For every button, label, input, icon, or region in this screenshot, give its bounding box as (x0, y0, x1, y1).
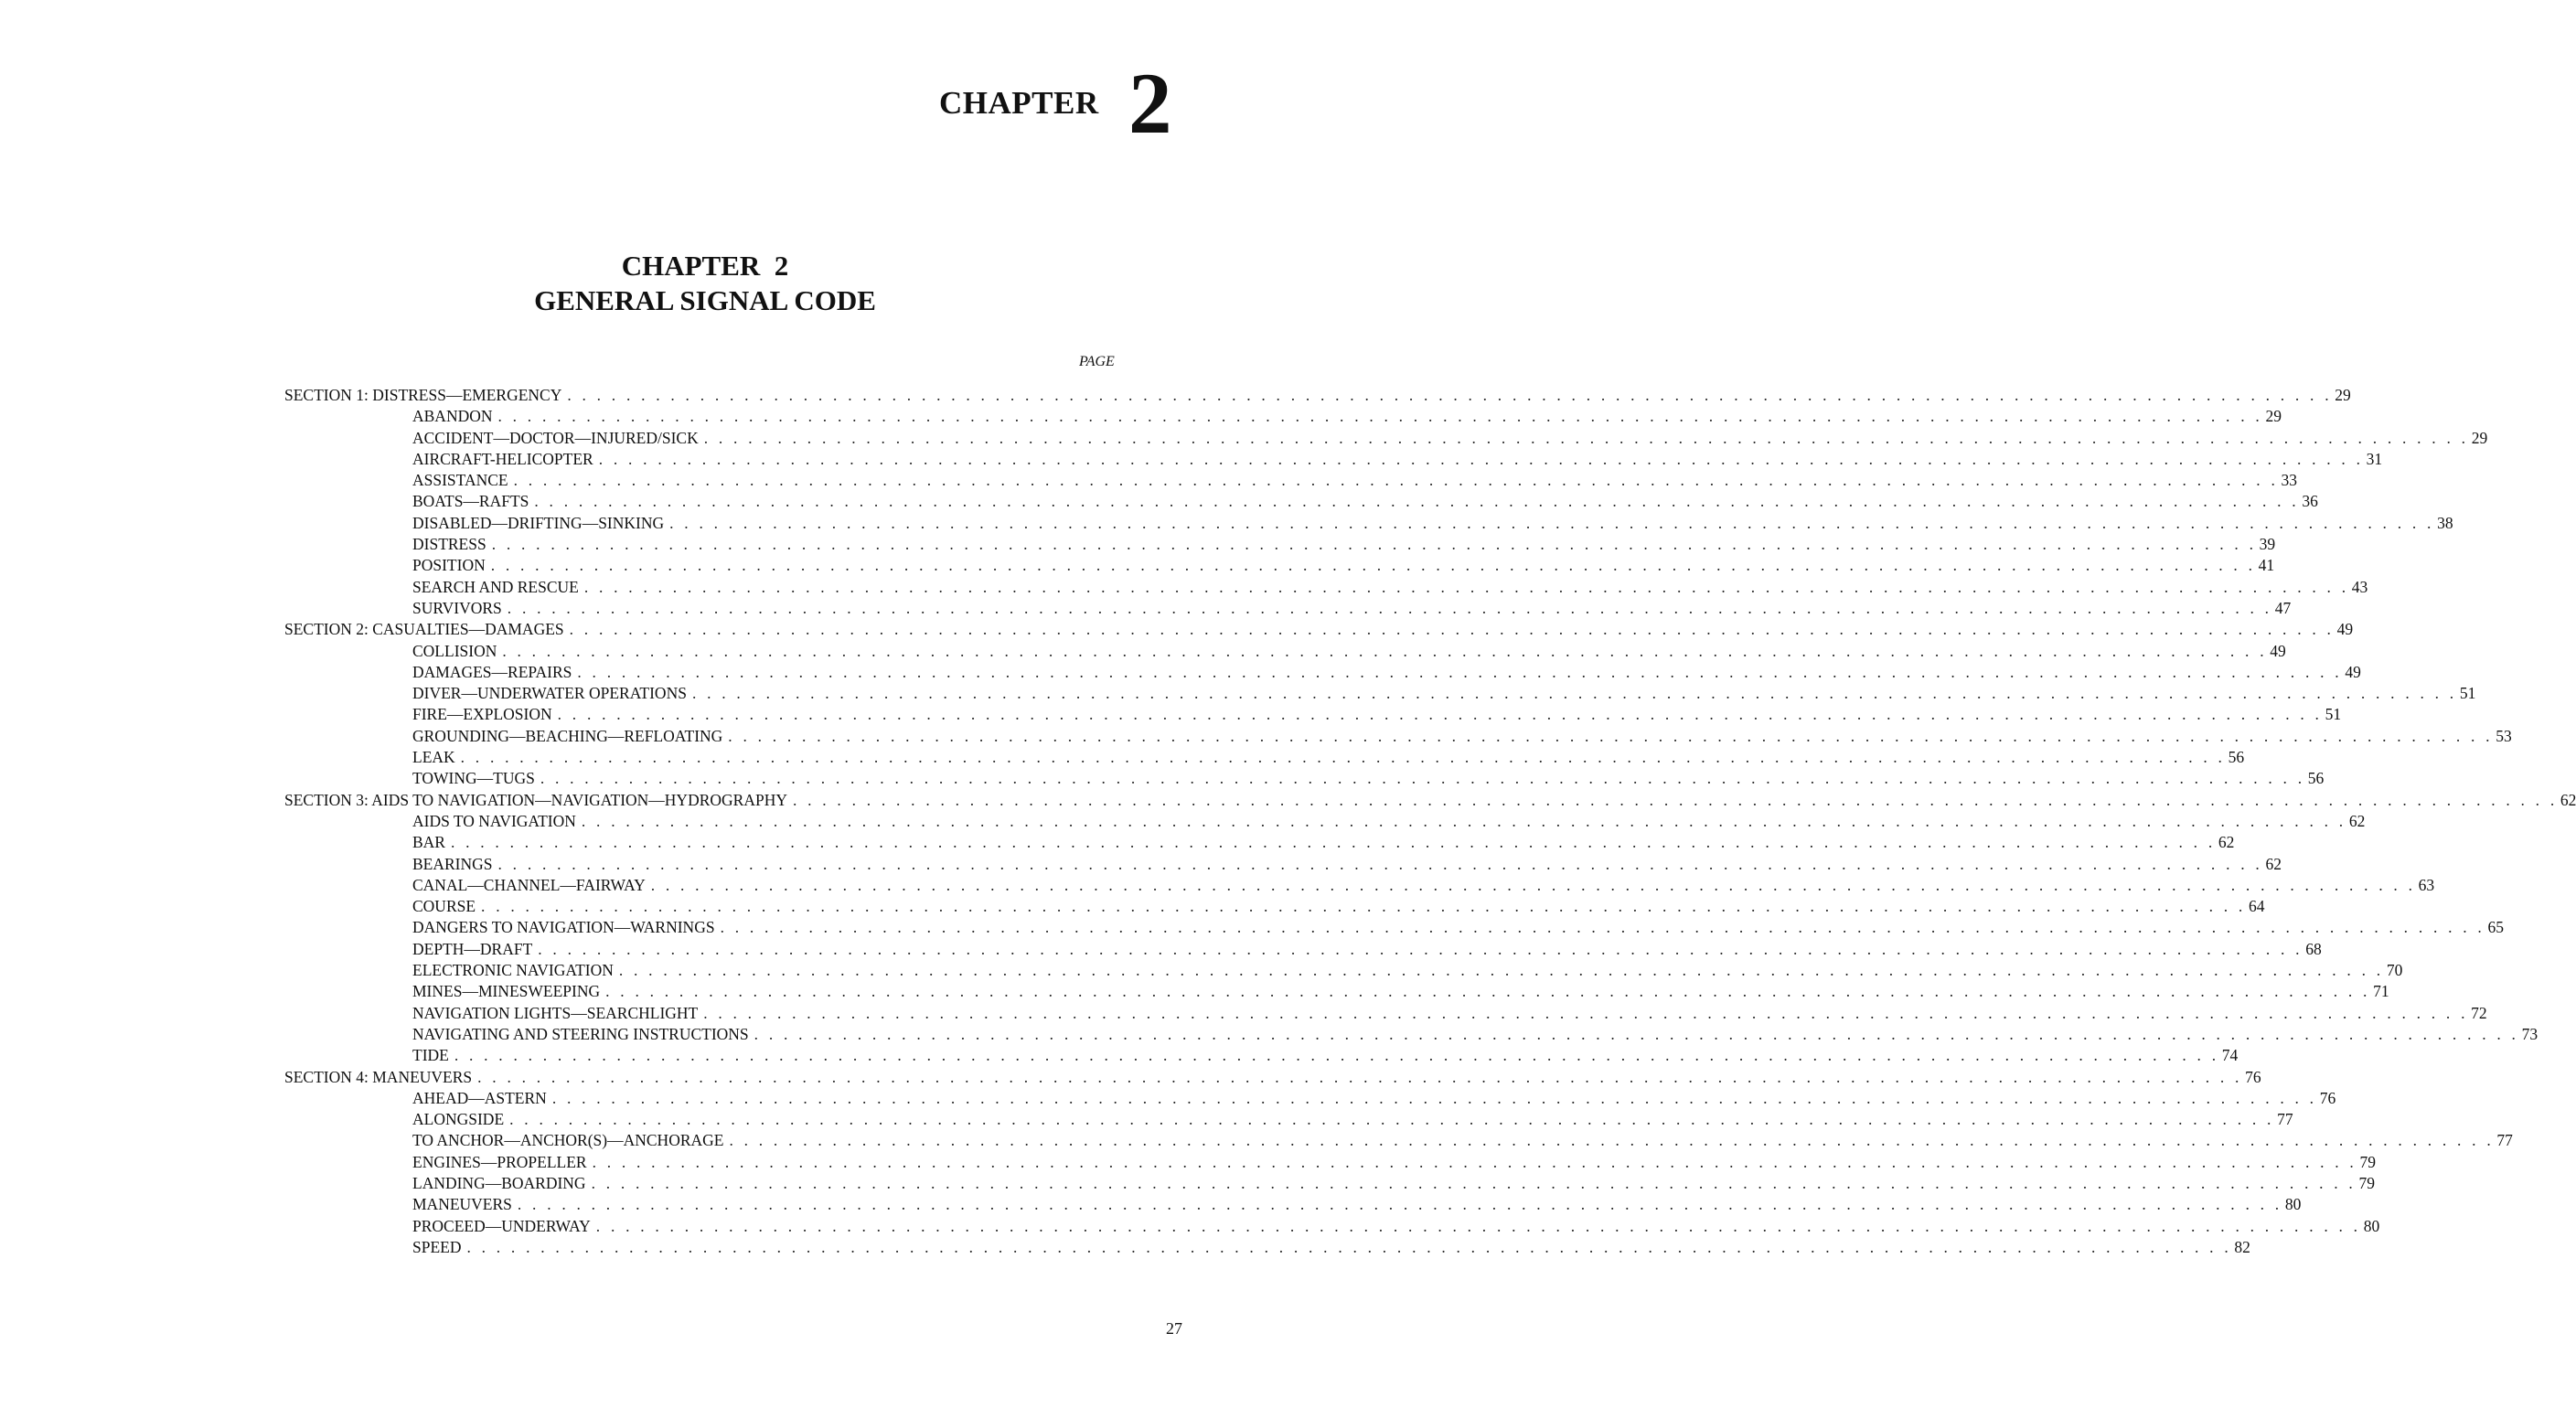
toc-entry-label: DANGERS TO NAVIGATION—WARNINGS (412, 918, 715, 937)
toc-section-row (284, 790, 2576, 811)
toc-entry-label: BAR (412, 833, 445, 852)
toc-dot-leader: . . . . . . . . . . . . . . . . . . . . . . . . . . . . . . . . . . . . . . . . . . . . . . . . . . . . . . . . . . . . . . . . . . . . . . . . . . . . . . . . . . . . . . . . . . . . . . . . . . . . . . . . . . . . . . . . . . . . . . . . (513, 471, 2279, 490)
toc-entry-label: TOWING—TUGS (412, 769, 535, 788)
toc-entry-page: 80 (2363, 1216, 2380, 1235)
toc-entry-page: 62 (2218, 833, 2235, 852)
toc-entry-page: 65 (2487, 918, 2505, 937)
toc-entry-row (284, 598, 2292, 619)
toc-entry-row (284, 1173, 2376, 1194)
toc-entry-page: 68 (2305, 939, 2322, 958)
toc-dot-leader: . . . . . . . . . . . . . . . . . . . . . . . . . . . . . . . . . . . . . . . . . . . . . . . . . . . . . . . . . . . . . . . . . . . . . . . . . . . . . . . . . . . . . . . . . . . . . . . . . . . . . . . . . . . . . . . . . . . . . . . . (507, 598, 2272, 617)
toc-entry-label: PROCEED—UNDERWAY (412, 1216, 591, 1235)
toc-dot-leader: . . . . . . . . . . . . . . . . . . . . . . . . . . . . . . . . . . . . . . . . . . . . . . . . . . . . . . . . . . . . . . . . . . . . . . . . . . . . . . . . . . . . . . . . . . . . . . . . . . . . . . . . . . . . . . . . . . . . . . . . (720, 918, 2485, 937)
toc-entry-row (284, 875, 2435, 896)
toc-entry-page: 49 (2270, 641, 2286, 660)
toc-entry-row (284, 1024, 2539, 1045)
toc-entry-label: ENGINES—PROPELLER (412, 1152, 587, 1171)
toc-entry-label: DIVER—UNDERWATER OPERATIONS (412, 684, 687, 703)
toc-entry-page: 80 (2284, 1195, 2302, 1214)
toc-entry-label: POSITION (412, 556, 486, 575)
toc-section-row (284, 385, 2351, 406)
toc-entry-row (284, 832, 2235, 853)
toc-entry-page: 72 (2471, 1003, 2487, 1022)
title-block (0, 249, 1408, 318)
toc-entry-page: 31 (2366, 449, 2383, 468)
toc-entry-row (284, 491, 2318, 512)
page-number: 27 (1166, 1319, 1182, 1338)
toc-dot-leader: . . . . . . . . . . . . . . . . . . . . . . . . . . . . . . . . . . . . . . . . . . . . . . . . . . . . . . . . . . . . . . . . . . . . . . . . . . . . . . . . . . . . . . . . . . . . . . . . . . . . . . . . . . . . . . . . . . . . . . . . (460, 748, 2226, 767)
toc-entry-row (284, 555, 2275, 576)
toc-dot-leader: . . . . . . . . . . . . . . . . . . . . . . . . . . . . . . . . . . . . . . . . . . . . . . . . . . . . . . . . . . . . . . . . . . . . . . . . . . . . . . . . . . . . . . . . . . . . . . . . . . . . . . . . . . . . . . . . . . . . . . . . (792, 790, 2558, 809)
toc-entry-row (284, 470, 2298, 491)
chapter-word: CHAPTER (939, 85, 1099, 121)
toc-entry-label: SECTION 3: AIDS TO NAVIGATION—NAVIGATION—HYDROGRAPHY (284, 790, 787, 809)
toc-entry-row (284, 1194, 2302, 1215)
toc-dot-leader: . . . . . . . . . . . . . . . . . . . . . . . . . . . . . . . . . . . . . . . . . . . . . . . . . . . . . . . . . . . . . . . . . . . . . . . . . . . . . . . . . . . . . . . . . . . . . . . . . . . . . . . . . . . . . . . . . . . . . . . . (618, 961, 2384, 980)
toc-entry-label: SECTION 2: CASUALTIES—DAMAGES (284, 620, 564, 639)
toc-entry-page: 41 (2258, 556, 2275, 575)
toc-dot-leader: . . . . . . . . . . . . . . . . . . . . . . . . . . . . . . . . . . . . . . . . . . . . . . . . . . . . . . . . . . . . . . . . . . . . . . . . . . . . . . . . . . . . . . . . . . . . . . . . . . . . . . . . . . . . . . . . . . . . . . . . (728, 726, 2494, 745)
table-of-contents (284, 385, 2576, 1258)
toc-entry-page: 49 (2336, 620, 2354, 639)
toc-entry-label: DEPTH—DRAFT (412, 939, 533, 958)
toc-entry-label: TO ANCHOR—ANCHOR(S)—ANCHORAGE (412, 1131, 724, 1150)
toc-entry-page: 63 (2418, 875, 2435, 894)
toc-entry-row (284, 726, 2512, 747)
toc-dot-leader: . . . . . . . . . . . . . . . . . . . . . . . . . . . . . . . . . . . . . . . . . . . . . . . . . . . . . . . . . . . . . . . . . . . . . . . . . . . . . . . . . . . . . . . . . . . . . . . . . . . . . . . . . . . . . . . . . . . . . . . . (598, 449, 2364, 468)
toc-entry-label: TIDE (412, 1046, 449, 1065)
toc-entry-label: ABANDON (412, 407, 493, 426)
toc-dot-leader: . . . . . . . . . . . . . . . . . . . . . . . . . . . . . . . . . . . . . . . . . . . . . . . . . . . . . . . . . . . . . . . . . . . . . . . . . . . . . . . . . . . . . . . . . . . . . . . . . . . . . . . . . . . . . . . . . . . . . . . . (605, 982, 2371, 1001)
toc-dot-leader: . . . . . . . . . . . . . . . . . . . . . . . . . . . . . . . . . . . . . . . . . . . . . . . . . . . . . . . . . . . . . . . . . . . . . . . . . . . . . . . . . . . . . . . . . . . . . . . . . . . . . . . . . . . . . . . . . . . . . . . . (450, 833, 2216, 852)
toc-entry-page: 36 (2302, 492, 2318, 511)
toc-entry-page: 56 (2228, 748, 2245, 767)
toc-entry-page: 29 (2335, 386, 2351, 404)
toc-dot-leader: . . . . . . . . . . . . . . . . . . . . . . . . . . . . . . . . . . . . . . . . . . . . . . . . . . . . . . . . . . . . . . . . . . . . . . . . . . . . . . . . . . . . . . . . . . . . . . . . . . . . . . . . . . . . . . . . . . . . . . . . (703, 1003, 2469, 1022)
toc-entry-row (284, 811, 2366, 832)
toc-entry-row (284, 917, 2505, 938)
toc-entry-label: ACCIDENT—DOCTOR—INJURED/SICK (412, 428, 699, 447)
toc-entry-page: 62 (2265, 854, 2282, 873)
toc-entry-label: FIRE—EXPLOSION (412, 705, 552, 724)
toc-dot-leader: . . . . . . . . . . . . . . . . . . . . . . . . . . . . . . . . . . . . . . . . . . . . . . . . . . . . . . . . . . . . . . . . . . . . . . . . . . . . . . . . . . . . . . . . . . . . . . . . . . . . . . . . . . . . . . . . . . . . . . . . (754, 1024, 2519, 1043)
toc-entry-row (284, 406, 2282, 427)
toc-dot-leader: . . . . . . . . . . . . . . . . . . . . . . . . . . . . . . . . . . . . . . . . . . . . . . . . . . . . . . . . . . . . . . . . . . . . . . . . . . . . . . . . . . . . . . . . . . . . . . . . . . . . . . . . . . . . . . . . . . . . . . . . (591, 1173, 2357, 1192)
toc-dot-leader: . . . . . . . . . . . . . . . . . . . . . . . . . . . . . . . . . . . . . . . . . . . . . . . . . . . . . . . . . . . . . . . . . . . . . . . . . . . . . . . . . . . . . . . . . . . . . . . . . . . . . . . . . . . . . . . . . . . . . . . . (577, 662, 2343, 681)
toc-entry-label: AHEAD—ASTERN (412, 1088, 547, 1107)
toc-entry-label: DISABLED—DRIFTING—SINKING (412, 513, 665, 532)
toc-entry-label: NAVIGATING AND STEERING INSTRUCTIONS (412, 1024, 749, 1043)
toc-dot-leader: . . . . . . . . . . . . . . . . . . . . . . . . . . . . . . . . . . . . . . . . . . . . . . . . . . . . . . . . . . . . . . . . . . . . . . . . . . . . . . . . . . . . . . . . . . . . . . . . . . . . . . . . . . . . . . . . . . . . . . . . (581, 811, 2346, 830)
toc-dot-leader: . . . . . . . . . . . . . . . . . . . . . . . . . . . . . . . . . . . . . . . . . . . . . . . . . . . . . . . . . . . . . . . . . . . . . . . . . . . . . . . . . . . . . . . . . . . . . . . . . . . . . . . . . . . . . . . . . . . . . . . . (538, 939, 2303, 958)
toc-dot-leader: . . . . . . . . . . . . . . . . . . . . . . . . . . . . . . . . . . . . . . . . . . . . . . . . . . . . . . . . . . . . . . . . . . . . . . . . . . . . . . . . . . . . . . . . . . . . . . . . . . . . . . . . . . . . . . . . . . . . . . . . (583, 577, 2349, 596)
toc-entry-label: LEAK (412, 748, 455, 767)
toc-entry-page: 79 (2359, 1152, 2376, 1171)
toc-entry-row (284, 1003, 2487, 1024)
toc-dot-leader: . . . . . . . . . . . . . . . . . . . . . . . . . . . . . . . . . . . . . . . . . . . . . . . . . . . . . . . . . . . . . . . . . . . . . . . . . . . . . . . . . . . . . . . . . . . . . . . . . . . . . . . . . . . . . . . . . . . . . . . . (454, 1046, 2219, 1065)
toc-entry-row (284, 768, 2325, 789)
toc-entry-label: AIRCRAFT-HELICOPTER (412, 449, 593, 468)
toc-dot-leader: . . . . . . . . . . . . . . . . . . . . . . . . . . . . . . . . . . . . . . . . . . . . . . . . . . . . . . . . . . . . . . . . . . . . . . . . . . . . . . . . . . . . . . . . . . . . . . . . . . . . . . . . . . . . . . . . . . . . . . . . (567, 386, 2333, 404)
toc-entry-label: SEARCH AND RESCUE (412, 577, 579, 596)
toc-entry-row (284, 683, 2476, 704)
toc-entry-row (284, 1152, 2376, 1173)
toc-entry-row (284, 939, 2322, 960)
toc-entry-page: 47 (2274, 598, 2292, 617)
toc-section-row (284, 619, 2354, 640)
toc-entry-label: COURSE (412, 897, 476, 916)
toc-entry-page: 53 (2496, 726, 2512, 745)
toc-dot-leader: . . . . . . . . . . . . . . . . . . . . . . . . . . . . . . . . . . . . . . . . . . . . . . . . . . . . . . . . . . . . . . . . . . . . . . . . . . . . . . . . . . . . . . . . . . . . . . . . . . . . . . . . . . . . . . . . . . . . . . . . (669, 513, 2435, 532)
toc-entry-label: ASSISTANCE (412, 471, 508, 490)
toc-entry-row (284, 1088, 2336, 1109)
toc-entry-row (284, 704, 2342, 725)
toc-entry-page: 33 (2281, 471, 2298, 490)
toc-entry-row (284, 1216, 2380, 1237)
toc-dot-leader: . . . . . . . . . . . . . . . . . . . . . . . . . . . . . . . . . . . . . . . . . . . . . . . . . . . . . . . . . . . . . . . . . . . . . . . . . . . . . . . . . . . . . . . . . . . . . . . . . . . . . . . . . . . . . . . . . . . . . . . . (540, 769, 2305, 788)
toc-dot-leader: . . . . . . . . . . . . . . . . . . . . . . . . . . . . . . . . . . . . . . . . . . . . . . . . . . . . . . . . . . . . . . . . . . . . . . . . . . . . . . . . . . . . . . . . . . . . . . . . . . . . . . . . . . . . . . . . . . . . . . . . (592, 1152, 2357, 1171)
toc-dot-leader: . . . . . . . . . . . . . . . . . . . . . . . . . . . . . . . . . . . . . . . . . . . . . . . . . . . . . . . . . . . . . . . . . . . . . . . . . . . . . . . . . . . . . . . . . . . . . . . . . . . . . . . . . . . . . . . . . . . . . . . . (691, 684, 2457, 703)
toc-dot-leader: . . . . . . . . . . . . . . . . . . . . . . . . . . . . . . . . . . . . . . . . . . . . . . . . . . . . . . . . . . . . . . . . . . . . . . . . . . . . . . . . . . . . . . . . . . . . . . . . . . . . . . . . . . . . . . . . . . . . . . . . (650, 875, 2416, 894)
toc-entry-row (284, 1237, 2250, 1258)
toc-entry-label: GROUNDING—BEACHING—REFLOATING (412, 726, 723, 745)
toc-entry-row (284, 1109, 2293, 1130)
toc-entry-page: 49 (2345, 662, 2361, 681)
toc-entry-row (284, 513, 2453, 534)
toc-entry-page: 51 (2459, 684, 2476, 703)
toc-dot-leader: . . . . . . . . . . . . . . . . . . . . . . . . . . . . . . . . . . . . . . . . . . . . . . . . . . . . . . . . . . . . . . . . . . . . . . . . . . . . . . . . . . . . . . . . . . . . . . . . . . . . . . . . . . . . . . . . . . . . . . . . (466, 1237, 2232, 1256)
toc-entry-row (284, 896, 2265, 917)
toc-dot-leader: . . . . . . . . . . . . . . . . . . . . . . . . . . . . . . . . . . . . . . . . . . . . . . . . . . . . . . . . . . . . . . . . . . . . . . . . . . . . . . . . . . . . . . . . . . . . . . . . . . . . . . . . . . . . . . . . . . . . . . . . (490, 556, 2256, 575)
toc-dot-leader: . . . . . . . . . . . . . . . . . . . . . . . . . . . . . . . . . . . . . . . . . . . . . . . . . . . . . . . . . . . . . . . . . . . . . . . . . . . . . . . . . . . . . . . . . . . . . . . . . . . . . . . . . . . . . . . . . . . . . . . . (497, 407, 2263, 426)
toc-dot-leader: . . . . . . . . . . . . . . . . . . . . . . . . . . . . . . . . . . . . . . . . . . . . . . . . . . . . . . . . . . . . . . . . . . . . . . . . . . . . . . . . . . . . . . . . . . . . . . . . . . . . . . . . . . . . . . . . . . . . . . . . (569, 620, 2335, 639)
chapter-subtitle: GENERAL SIGNAL CODE (534, 284, 876, 316)
toc-entry-label: SECTION 1: DISTRESS—EMERGENCY (284, 386, 562, 404)
toc-dot-leader: . . . . . . . . . . . . . . . . . . . . . . . . . . . . . . . . . . . . . . . . . . . . . . . . . . . . . . . . . . . . . . . . . . . . . . . . . . . . . . . . . . . . . . . . . . . . . . . . . . . . . . . . . . . . . . . . . . . . . . . . (491, 535, 2257, 554)
toc-entry-row (284, 577, 2368, 598)
toc-dot-leader: . . . . . . . . . . . . . . . . . . . . . . . . . . . . . . . . . . . . . . . . . . . . . . . . . . . . . . . . . . . . . . . . . . . . . . . . . . . . . . . . . . . . . . . . . . . . . . . . . . . . . . . . . . . . . . . . . . . . . . . . (551, 1088, 2317, 1107)
toc-entry-row (284, 662, 2361, 683)
toc-dot-leader: . . . . . . . . . . . . . . . . . . . . . . . . . . . . . . . . . . . . . . . . . . . . . . . . . . . . . . . . . . . . . . . . . . . . . . . . . . . . . . . . . . . . . . . . . . . . . . . . . . . . . . . . . . . . . . . . . . . . . . . . (481, 897, 2246, 916)
toc-entry-row (284, 854, 2282, 875)
toc-entry-page: 82 (2234, 1237, 2250, 1256)
toc-entry-page: 76 (2245, 1067, 2261, 1086)
chapter-header (939, 55, 1213, 152)
toc-entry-page: 38 (2437, 513, 2453, 532)
toc-entry-page: 76 (2319, 1088, 2336, 1107)
chapter-number: 2 (1128, 55, 1172, 152)
toc-dot-leader: . . . . . . . . . . . . . . . . . . . . . . . . . . . . . . . . . . . . . . . . . . . . . . . . . . . . . . . . . . . . . . . . . . . . . . . . . . . . . . . . . . . . . . . . . . . . . . . . . . . . . . . . . . . . . . . . . . . . . . . . (477, 1067, 2243, 1086)
toc-dot-leader: . . . . . . . . . . . . . . . . . . . . . . . . . . . . . . . . . . . . . . . . . . . . . . . . . . . . . . . . . . . . . . . . . . . . . . . . . . . . . . . . . . . . . . . . . . . . . . . . . . . . . . . . . . . . . . . . . . . . . . . . (595, 1216, 2361, 1235)
toc-entry-label: NAVIGATION LIGHTS—SEARCHLIGHT (412, 1003, 699, 1022)
toc-entry-page: 64 (2248, 897, 2265, 916)
toc-entry-page: 56 (2307, 769, 2325, 788)
toc-entry-row (284, 534, 2276, 555)
toc-dot-leader: . . . . . . . . . . . . . . . . . . . . . . . . . . . . . . . . . . . . . . . . . . . . . . . . . . . . . . . . . . . . . . . . . . . . . . . . . . . . . . . . . . . . . . . . . . . . . . . . . . . . . . . . . . . . . . . . . . . . . . . . (509, 1110, 2275, 1129)
toc-dot-leader: . . . . . . . . . . . . . . . . . . . . . . . . . . . . . . . . . . . . . . . . . . . . . . . . . . . . . . . . . . . . . . . . . . . . . . . . . . . . . . . . . . . . . . . . . . . . . . . . . . . . . . . . . . . . . . . . . . . . . . . . (497, 854, 2263, 873)
toc-entry-page: 79 (2358, 1173, 2376, 1192)
toc-entry-row (284, 1130, 2513, 1151)
toc-entry-label: BOATS—RAFTS (412, 492, 529, 511)
toc-entry-label: CANAL—CHANNEL—FAIRWAY (412, 875, 646, 894)
toc-entry-page: 29 (2265, 407, 2282, 426)
toc-entry-label: SECTION 4: MANEUVERS (284, 1067, 473, 1086)
toc-entry-row (284, 449, 2383, 470)
chapter-title: CHAPTER 2 (621, 250, 789, 282)
toc-entry-label: MANEUVERS (412, 1195, 512, 1214)
toc-entry-row (284, 981, 2389, 1002)
toc-dot-leader: . . . . . . . . . . . . . . . . . . . . . . . . . . . . . . . . . . . . . . . . . . . . . . . . . . . . . . . . . . . . . . . . . . . . . . . . . . . . . . . . . . . . . . . . . . . . . . . . . . . . . . . . . . . . . . . . . . . . . . . . (502, 641, 2268, 660)
toc-section-row (284, 1067, 2261, 1088)
toc-entry-label: MINES—MINESWEEPING (412, 982, 601, 1001)
toc-entry-label: SURVIVORS (412, 598, 502, 617)
toc-entry-row (284, 960, 2403, 981)
toc-entry-label: ELECTRONIC NAVIGATION (412, 961, 614, 980)
toc-entry-page: 73 (2521, 1024, 2539, 1043)
toc-entry-label: DISTRESS (412, 535, 486, 554)
page-column-label: PAGE (1079, 354, 1115, 369)
toc-entry-page: 62 (2348, 811, 2366, 830)
toc-entry-label: BEARINGS (412, 854, 493, 873)
toc-entry-page: 51 (2325, 705, 2342, 724)
toc-entry-label: AIDS TO NAVIGATION (412, 811, 576, 830)
toc-dot-leader: . . . . . . . . . . . . . . . . . . . . . . . . . . . . . . . . . . . . . . . . . . . . . . . . . . . . . . . . . . . . . . . . . . . . . . . . . . . . . . . . . . . . . . . . . . . . . . . . . . . . . . . . . . . . . . . . . . . . . . . . (534, 492, 2300, 511)
toc-dot-leader: . . . . . . . . . . . . . . . . . . . . . . . . . . . . . . . . . . . . . . . . . . . . . . . . . . . . . . . . . . . . . . . . . . . . . . . . . . . . . . . . . . . . . . . . . . . . . . . . . . . . . . . . . . . . . . . . . . . . . . . . (729, 1131, 2495, 1150)
toc-dot-leader: . . . . . . . . . . . . . . . . . . . . . . . . . . . . . . . . . . . . . . . . . . . . . . . . . . . . . . . . . . . . . . . . . . . . . . . . . . . . . . . . . . . . . . . . . . . . . . . . . . . . . . . . . . . . . . . . . . . . . . . . (703, 428, 2469, 447)
toc-entry-label: COLLISION (412, 641, 497, 660)
toc-entry-label: SPEED (412, 1237, 462, 1256)
toc-entry-label: LANDING—BOARDING (412, 1173, 586, 1192)
toc-entry-page: 29 (2471, 428, 2488, 447)
toc-entry-page: 62 (2560, 790, 2576, 809)
toc-entry-row (284, 428, 2488, 449)
toc-dot-leader: . . . . . . . . . . . . . . . . . . . . . . . . . . . . . . . . . . . . . . . . . . . . . . . . . . . . . . . . . . . . . . . . . . . . . . . . . . . . . . . . . . . . . . . . . . . . . . . . . . . . . . . . . . . . . . . . . . . . . . . . (517, 1195, 2282, 1214)
toc-entry-label: ALONGSIDE (412, 1110, 505, 1129)
toc-entry-page: 77 (2277, 1110, 2293, 1129)
toc-entry-row (284, 747, 2245, 768)
toc-entry-row (284, 1045, 2239, 1066)
toc-entry-row (284, 641, 2286, 662)
toc-entry-page: 70 (2386, 961, 2403, 980)
toc-entry-page: 39 (2259, 535, 2276, 554)
toc-entry-page: 71 (2373, 982, 2389, 1001)
toc-entry-label: DAMAGES—REPAIRS (412, 662, 572, 681)
toc-entry-page: 74 (2221, 1046, 2239, 1065)
toc-entry-page: 77 (2496, 1131, 2513, 1150)
toc-dot-leader: . . . . . . . . . . . . . . . . . . . . . . . . . . . . . . . . . . . . . . . . . . . . . . . . . . . . . . . . . . . . . . . . . . . . . . . . . . . . . . . . . . . . . . . . . . . . . . . . . . . . . . . . . . . . . . . . . . . . . . . . (557, 705, 2323, 724)
toc-entry-page: 43 (2351, 577, 2368, 596)
